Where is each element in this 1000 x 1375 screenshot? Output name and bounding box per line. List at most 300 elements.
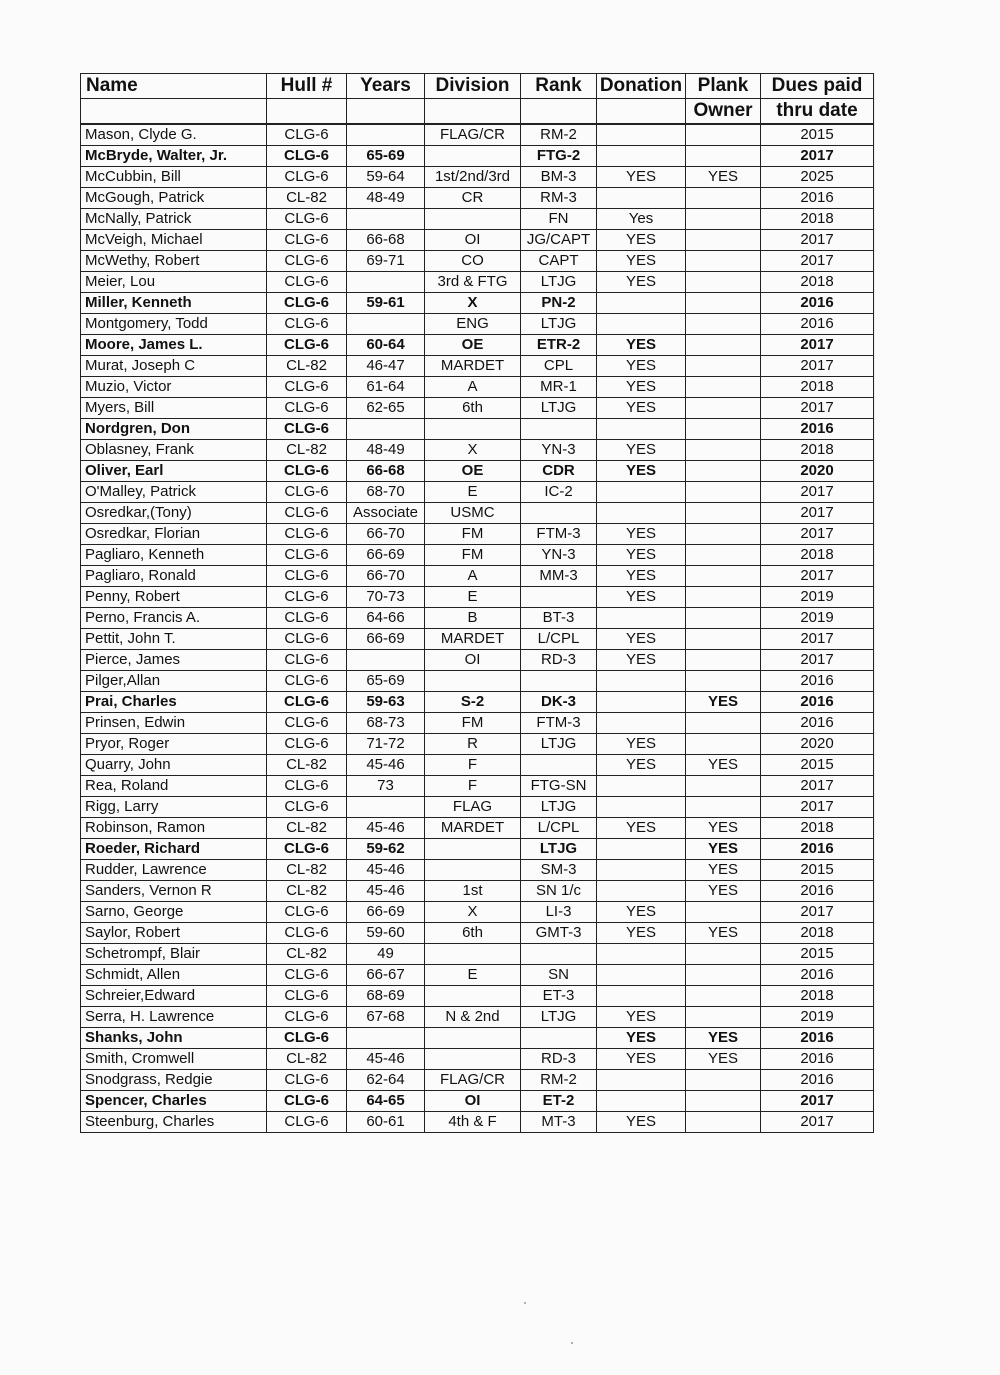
rank-cell: ETR-2 (521, 335, 597, 356)
member-row (81, 902, 874, 923)
years-cell: 66-69 (347, 902, 425, 923)
years-cell (347, 124, 425, 146)
dues-cell: 2016 (761, 881, 874, 902)
hull-cell: CLG-6 (267, 713, 347, 734)
plank-owner-cell (686, 272, 761, 293)
hull-cell: CL-82 (267, 1049, 347, 1070)
roster-body (81, 124, 874, 1133)
dues-cell: 2016 (761, 671, 874, 692)
donation-cell: YES (597, 398, 686, 419)
rank-cell: CDR (521, 461, 597, 482)
hull-cell: CL-82 (267, 356, 347, 377)
member-row (81, 335, 874, 356)
rank-cell: PN-2 (521, 293, 597, 314)
division-cell (425, 419, 521, 440)
plank-owner-cell (686, 965, 761, 986)
plank-owner-cell (686, 293, 761, 314)
dues-cell: 2020 (761, 734, 874, 755)
hull-cell: CLG-6 (267, 1112, 347, 1133)
dues-cell: 2019 (761, 608, 874, 629)
plank-owner-cell (686, 377, 761, 398)
years-cell: 45-46 (347, 1049, 425, 1070)
rank-cell: L/CPL (521, 818, 597, 839)
division-cell: FM (425, 713, 521, 734)
years-cell: 62-64 (347, 1070, 425, 1091)
rank-cell: MT-3 (521, 1112, 597, 1133)
hull-cell: CLG-6 (267, 272, 347, 293)
donation-cell (597, 860, 686, 881)
hull-cell: CLG-6 (267, 419, 347, 440)
donation-cell: YES (597, 566, 686, 587)
donation-cell (597, 692, 686, 713)
name-cell: Rea, Roland (81, 776, 267, 797)
division-cell: 6th (425, 923, 521, 944)
dues-cell: 2016 (761, 419, 874, 440)
plank-owner-cell (686, 503, 761, 524)
plank-owner-cell (686, 776, 761, 797)
member-row (81, 545, 874, 566)
dues-cell: 2016 (761, 1070, 874, 1091)
donation-cell (597, 146, 686, 167)
donation-cell (597, 1070, 686, 1091)
dues-cell: 2016 (761, 293, 874, 314)
division-cell: 3rd & FTG (425, 272, 521, 293)
col-rank-header: Rank (521, 74, 597, 99)
rank-cell: FN (521, 209, 597, 230)
member-row (81, 923, 874, 944)
donation-cell: YES (597, 272, 686, 293)
hull-cell: CLG-6 (267, 839, 347, 860)
name-cell: Smith, Cromwell (81, 1049, 267, 1070)
name-cell: Rudder, Lawrence (81, 860, 267, 881)
rank-cell (521, 1028, 597, 1049)
years-cell: 71-72 (347, 734, 425, 755)
dues-cell: 2018 (761, 272, 874, 293)
hull-cell: CLG-6 (267, 167, 347, 188)
member-row (81, 1007, 874, 1028)
member-row (81, 1028, 874, 1049)
dues-cell: 2016 (761, 839, 874, 860)
name-cell: O'Malley, Patrick (81, 482, 267, 503)
division-cell: MARDET (425, 356, 521, 377)
member-row (81, 230, 874, 251)
plank-owner-cell: YES (686, 860, 761, 881)
donation-cell: YES (597, 1112, 686, 1133)
rank-cell: L/CPL (521, 629, 597, 650)
dues-cell: 2017 (761, 335, 874, 356)
years-cell: 66-69 (347, 545, 425, 566)
member-row (81, 734, 874, 755)
donation-cell: YES (597, 1049, 686, 1070)
name-cell: Pagliaro, Ronald (81, 566, 267, 587)
years-cell: 48-49 (347, 188, 425, 209)
division-cell: X (425, 293, 521, 314)
rank-cell: LTJG (521, 314, 597, 335)
hull-cell: CLG-6 (267, 461, 347, 482)
hull-cell: CLG-6 (267, 587, 347, 608)
name-cell: Prai, Charles (81, 692, 267, 713)
years-cell: 49 (347, 944, 425, 965)
name-cell: Saylor, Robert (81, 923, 267, 944)
years-cell: 66-68 (347, 461, 425, 482)
dues-cell: 2017 (761, 251, 874, 272)
col-donation-header: Donation (597, 74, 686, 99)
member-row (81, 293, 874, 314)
col-division-subheader (425, 99, 521, 125)
years-cell (347, 797, 425, 818)
hull-cell: CL-82 (267, 881, 347, 902)
division-cell: FLAG/CR (425, 124, 521, 146)
plank-owner-cell: YES (686, 1049, 761, 1070)
donation-cell: Yes (597, 209, 686, 230)
name-cell: McBryde, Walter, Jr. (81, 146, 267, 167)
plank-owner-cell: YES (686, 692, 761, 713)
donation-cell (597, 419, 686, 440)
member-row (81, 608, 874, 629)
member-row (81, 209, 874, 230)
member-row (81, 1049, 874, 1070)
years-cell: 64-65 (347, 1091, 425, 1112)
hull-cell: CLG-6 (267, 650, 347, 671)
division-cell (425, 146, 521, 167)
dues-cell: 2019 (761, 587, 874, 608)
name-cell: Pierce, James (81, 650, 267, 671)
donation-cell: YES (597, 356, 686, 377)
hull-cell: CL-82 (267, 440, 347, 461)
plank-owner-cell (686, 524, 761, 545)
years-cell (347, 272, 425, 293)
member-row (81, 124, 874, 146)
division-cell: OI (425, 1091, 521, 1112)
member-row (81, 713, 874, 734)
member-row (81, 818, 874, 839)
plank-owner-cell (686, 1112, 761, 1133)
years-cell: 60-61 (347, 1112, 425, 1133)
name-cell: Robinson, Ramon (81, 818, 267, 839)
rank-cell: GMT-3 (521, 923, 597, 944)
hull-cell: CLG-6 (267, 797, 347, 818)
donation-cell (597, 839, 686, 860)
dues-cell: 2018 (761, 986, 874, 1007)
member-row (81, 839, 874, 860)
member-row (81, 1070, 874, 1091)
rank-cell: RM-3 (521, 188, 597, 209)
rank-cell: LTJG (521, 839, 597, 860)
rank-cell: ET-2 (521, 1091, 597, 1112)
name-cell: Steenburg, Charles (81, 1112, 267, 1133)
division-cell: F (425, 755, 521, 776)
hull-cell: CLG-6 (267, 671, 347, 692)
rank-cell: FTG-2 (521, 146, 597, 167)
division-cell: FM (425, 524, 521, 545)
plank-owner-cell (686, 188, 761, 209)
rank-cell: RD-3 (521, 650, 597, 671)
member-row (81, 566, 874, 587)
rank-cell (521, 587, 597, 608)
plank-owner-cell (686, 650, 761, 671)
rank-cell: CPL (521, 356, 597, 377)
name-cell: Shanks, John (81, 1028, 267, 1049)
hull-cell: CLG-6 (267, 314, 347, 335)
years-cell: 45-46 (347, 881, 425, 902)
dues-cell: 2015 (761, 755, 874, 776)
plank-owner-cell (686, 797, 761, 818)
col-plank-header: Plank (686, 74, 761, 99)
years-cell: 48-49 (347, 440, 425, 461)
years-cell: 66-69 (347, 629, 425, 650)
col-hull-header: Hull # (267, 74, 347, 99)
dues-cell: 2016 (761, 1049, 874, 1070)
member-row (81, 419, 874, 440)
division-cell: MARDET (425, 629, 521, 650)
division-cell (425, 671, 521, 692)
hull-cell: CLG-6 (267, 503, 347, 524)
dues-cell: 2018 (761, 377, 874, 398)
division-cell (425, 986, 521, 1007)
dues-cell: 2017 (761, 629, 874, 650)
donation-cell (597, 503, 686, 524)
division-cell: FLAG (425, 797, 521, 818)
col-hull-subheader (267, 99, 347, 125)
division-cell: OI (425, 230, 521, 251)
dues-cell: 2016 (761, 965, 874, 986)
plank-owner-cell (686, 713, 761, 734)
rank-cell: YN-3 (521, 545, 597, 566)
member-row (81, 356, 874, 377)
member-row (81, 776, 874, 797)
donation-cell: YES (597, 1028, 686, 1049)
dues-cell: 2019 (761, 1007, 874, 1028)
member-row (81, 797, 874, 818)
donation-cell (597, 965, 686, 986)
name-cell: Mason, Clyde G. (81, 124, 267, 146)
col-years-subheader (347, 99, 425, 125)
years-cell: 59-62 (347, 839, 425, 860)
rank-cell: FTM-3 (521, 524, 597, 545)
dues-cell: 2015 (761, 860, 874, 881)
dues-cell: 2016 (761, 713, 874, 734)
hull-cell: CLG-6 (267, 986, 347, 1007)
rank-cell: IC-2 (521, 482, 597, 503)
name-cell: Osredkar, Florian (81, 524, 267, 545)
name-cell: Moore, James L. (81, 335, 267, 356)
years-cell: 68-73 (347, 713, 425, 734)
name-cell: Miller, Kenneth (81, 293, 267, 314)
division-cell: X (425, 440, 521, 461)
hull-cell: CLG-6 (267, 965, 347, 986)
plank-owner-cell: YES (686, 167, 761, 188)
hull-cell: CLG-6 (267, 1070, 347, 1091)
scan-speck (524, 1302, 526, 1304)
col-dues-subheader: thru date (761, 99, 874, 125)
rank-cell (521, 503, 597, 524)
division-cell: OE (425, 461, 521, 482)
name-cell: McNally, Patrick (81, 209, 267, 230)
member-row (81, 377, 874, 398)
donation-cell: YES (597, 230, 686, 251)
years-cell: 59-64 (347, 167, 425, 188)
dues-cell: 2016 (761, 188, 874, 209)
rank-cell: MR-1 (521, 377, 597, 398)
division-cell: 6th (425, 398, 521, 419)
dues-cell: 2018 (761, 545, 874, 566)
plank-owner-cell: YES (686, 881, 761, 902)
rank-cell: BT-3 (521, 608, 597, 629)
member-row (81, 272, 874, 293)
division-cell: F (425, 776, 521, 797)
hull-cell: CLG-6 (267, 251, 347, 272)
rank-cell: LTJG (521, 734, 597, 755)
years-cell: 65-69 (347, 671, 425, 692)
col-plank-subheader: Owner (686, 99, 761, 125)
division-cell (425, 209, 521, 230)
rank-cell: BM-3 (521, 167, 597, 188)
rank-cell (521, 944, 597, 965)
name-cell: Oliver, Earl (81, 461, 267, 482)
col-donation-subheader (597, 99, 686, 125)
member-row (81, 671, 874, 692)
bleed-through-shadow (874, 73, 909, 1063)
years-cell: 66-70 (347, 524, 425, 545)
years-cell: 68-69 (347, 986, 425, 1007)
hull-cell: CLG-6 (267, 1028, 347, 1049)
hull-cell: CLG-6 (267, 545, 347, 566)
hull-cell: CLG-6 (267, 734, 347, 755)
name-cell: Snodgrass, Redgie (81, 1070, 267, 1091)
rank-cell: ET-3 (521, 986, 597, 1007)
name-cell: Sanders, Vernon R (81, 881, 267, 902)
donation-cell: YES (597, 650, 686, 671)
division-cell (425, 1049, 521, 1070)
division-cell: ENG (425, 314, 521, 335)
roster-sheet (80, 73, 874, 1133)
name-cell: Schreier,Edward (81, 986, 267, 1007)
donation-cell: YES (597, 440, 686, 461)
rank-cell: FTM-3 (521, 713, 597, 734)
plank-owner-cell (686, 356, 761, 377)
name-cell: Rigg, Larry (81, 797, 267, 818)
scan-speck (571, 1342, 573, 1344)
name-cell: Sarno, George (81, 902, 267, 923)
member-row (81, 692, 874, 713)
hull-cell: CL-82 (267, 818, 347, 839)
years-cell: 68-70 (347, 482, 425, 503)
rank-cell: SN 1/c (521, 881, 597, 902)
rank-cell: SN (521, 965, 597, 986)
hull-cell: CLG-6 (267, 482, 347, 503)
member-row (81, 251, 874, 272)
rank-cell (521, 755, 597, 776)
donation-cell: YES (597, 524, 686, 545)
donation-cell (597, 188, 686, 209)
donation-cell: YES (597, 587, 686, 608)
dues-cell: 2017 (761, 1091, 874, 1112)
donation-cell (597, 944, 686, 965)
name-cell: McVeigh, Michael (81, 230, 267, 251)
hull-cell: CLG-6 (267, 146, 347, 167)
col-name-header: Name (81, 74, 267, 99)
name-cell: Pettit, John T. (81, 629, 267, 650)
member-row (81, 1112, 874, 1133)
plank-owner-cell (686, 482, 761, 503)
donation-cell (597, 776, 686, 797)
member-row (81, 188, 874, 209)
years-cell: 61-64 (347, 377, 425, 398)
member-row (81, 461, 874, 482)
name-cell: Nordgren, Don (81, 419, 267, 440)
plank-owner-cell (686, 461, 761, 482)
dues-cell: 2018 (761, 818, 874, 839)
hull-cell: CLG-6 (267, 398, 347, 419)
name-cell: Penny, Robert (81, 587, 267, 608)
name-cell: Murat, Joseph C (81, 356, 267, 377)
member-row (81, 965, 874, 986)
rank-cell: LTJG (521, 1007, 597, 1028)
member-row (81, 482, 874, 503)
dues-cell: 2017 (761, 524, 874, 545)
donation-cell: YES (597, 923, 686, 944)
rank-cell: LTJG (521, 398, 597, 419)
division-cell: MARDET (425, 818, 521, 839)
division-cell: B (425, 608, 521, 629)
dues-cell: 2015 (761, 124, 874, 146)
rank-cell: LTJG (521, 797, 597, 818)
plank-owner-cell: YES (686, 839, 761, 860)
donation-cell: YES (597, 755, 686, 776)
col-name-subheader (81, 99, 267, 125)
dues-cell: 2020 (761, 461, 874, 482)
donation-cell: YES (597, 377, 686, 398)
dues-cell: 2016 (761, 1028, 874, 1049)
division-cell: 1st (425, 881, 521, 902)
years-cell: 60-64 (347, 335, 425, 356)
plank-owner-cell (686, 124, 761, 146)
name-cell: Serra, H. Lawrence (81, 1007, 267, 1028)
division-cell: R (425, 734, 521, 755)
years-cell (347, 209, 425, 230)
plank-owner-cell (686, 1091, 761, 1112)
member-row (81, 524, 874, 545)
years-cell: 65-69 (347, 146, 425, 167)
name-cell: McCubbin, Bill (81, 167, 267, 188)
donation-cell (597, 314, 686, 335)
hull-cell: CLG-6 (267, 335, 347, 356)
dues-cell: 2017 (761, 797, 874, 818)
member-row (81, 314, 874, 335)
plank-owner-cell (686, 146, 761, 167)
dues-cell: 2018 (761, 923, 874, 944)
plank-owner-cell: YES (686, 1028, 761, 1049)
years-cell: 59-63 (347, 692, 425, 713)
years-cell (347, 1028, 425, 1049)
member-row (81, 755, 874, 776)
plank-owner-cell: YES (686, 923, 761, 944)
hull-cell: CL-82 (267, 944, 347, 965)
division-cell: FM (425, 545, 521, 566)
rank-cell: MM-3 (521, 566, 597, 587)
division-cell: X (425, 902, 521, 923)
years-cell: 59-60 (347, 923, 425, 944)
member-row (81, 1091, 874, 1112)
division-cell (425, 860, 521, 881)
hull-cell: CLG-6 (267, 293, 347, 314)
donation-cell: YES (597, 734, 686, 755)
dues-cell: 2016 (761, 692, 874, 713)
plank-owner-cell: YES (686, 818, 761, 839)
hull-cell: CLG-6 (267, 377, 347, 398)
member-row (81, 146, 874, 167)
plank-owner-cell: YES (686, 755, 761, 776)
